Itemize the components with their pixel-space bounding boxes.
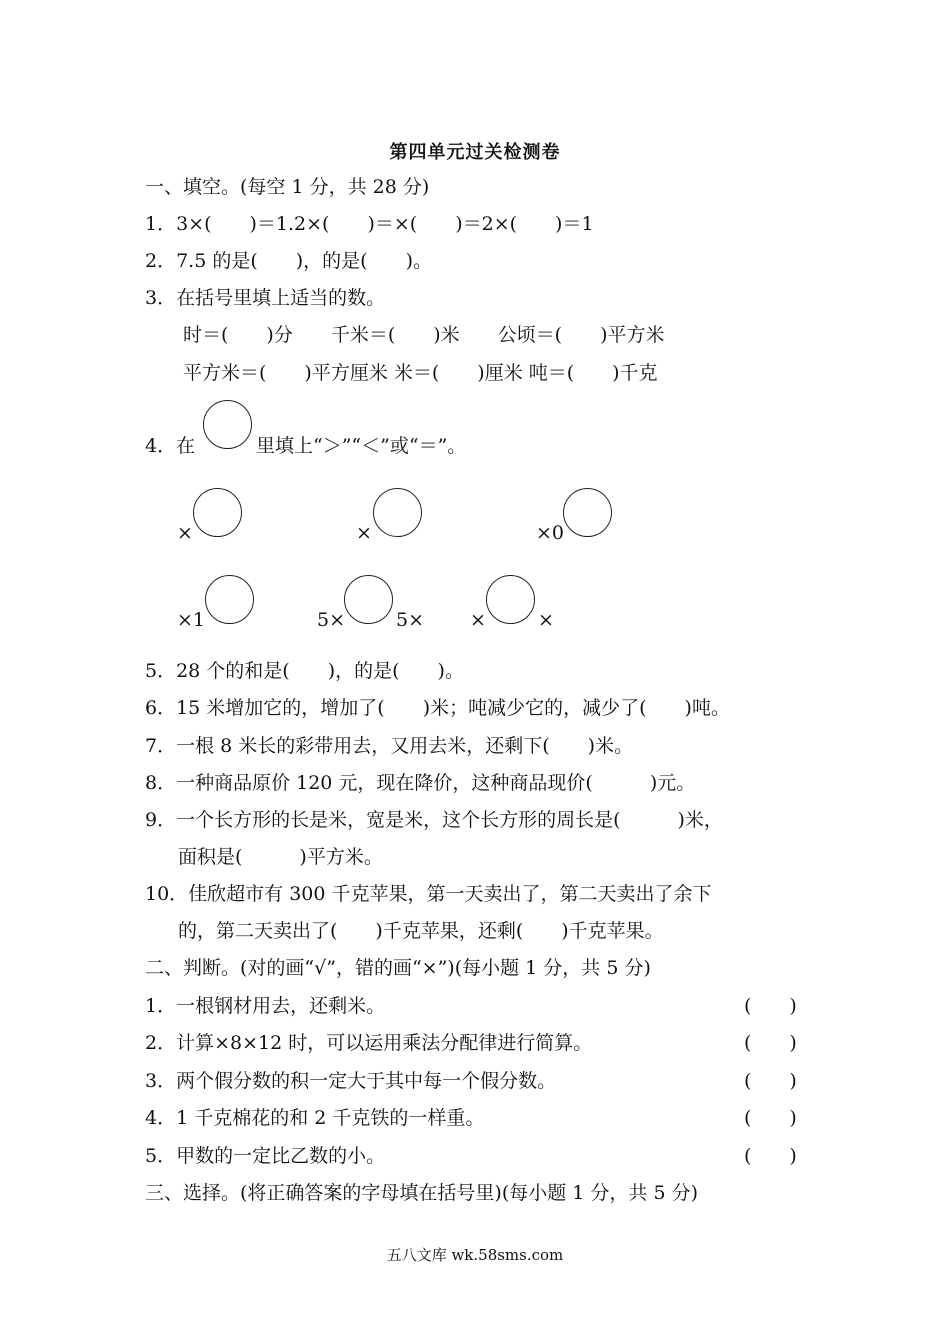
compare-left: × (470, 609, 486, 631)
question-4-prefix: 4．在 (145, 435, 196, 457)
question-3: 3．在括号里填上适当的数。 (145, 287, 386, 309)
question-9-line-1: 9．一个长方形的长是米，宽是米，这个长方形的周长是( )米， (145, 809, 723, 831)
question-7: 7．一根 8 米长的彩带用去，又用去米，还剩下( )米。 (145, 735, 634, 757)
answer-paren[interactable]: ( ) (744, 995, 797, 1017)
compare-circle-4[interactable] (205, 575, 254, 624)
question-10-line-1: 10．佳欣超市有 300 千克苹果，第一天卖出了，第二天卖出了余下 (145, 883, 712, 905)
question-9-line-2: 面积是( )平方米。 (178, 846, 383, 868)
question-4-suffix: 里填上“＞”“＜”或“＝”。 (256, 435, 467, 457)
compare-circle-example (203, 400, 252, 449)
compare-circle-3[interactable] (563, 488, 612, 537)
section3-heading: 三、选择。(将正确答案的字母填在括号里)(每小题 1 分，共 5 分) (145, 1182, 698, 1204)
question-5: 5．28 个的和是( )，的是( )。 (145, 660, 464, 682)
question-3-row-1: 时＝( )分 千米＝( )米 公顷＝( )平方米 (183, 324, 665, 346)
judge-item-1: 1．一根钢材用去，还剩米。 (145, 995, 386, 1017)
compare-circle-6[interactable] (486, 575, 535, 624)
compare-left: × (177, 522, 193, 544)
question-6: 6．15 米增加它的，增加了( )米；吨减少它的，减少了( )吨。 (145, 697, 730, 719)
judge-item-3: 3．两个假分数的积一定大于其中每一个假分数。 (145, 1070, 557, 1092)
question-2: 2．7.5 的是( )，的是( )。 (145, 250, 432, 272)
answer-paren[interactable]: ( ) (744, 1145, 797, 1167)
judge-item-4: 4．1 千克棉花的和 2 千克铁的一样重。 (145, 1107, 485, 1129)
footer-watermark: 五八文库 wk.58sms.com (386, 1246, 564, 1264)
page-title: 第四单元过关检测卷 (389, 142, 561, 163)
compare-left: 5× (317, 609, 346, 631)
question-8: 8．一种商品原价 120 元，现在降价，这种商品现价( )元。 (145, 772, 696, 794)
compare-left: ×1 (177, 609, 206, 631)
judge-item-2: 2．计算×8×12 时，可以运用乘法分配律进行简算。 (145, 1032, 593, 1054)
section1-heading: 一、填空。(每空 1 分，共 28 分) (145, 176, 430, 198)
question-10-line-2: 的，第二天卖出了( )千克苹果，还剩( )千克苹果。 (178, 920, 664, 942)
answer-paren[interactable]: ( ) (744, 1070, 797, 1092)
compare-right: 5× (396, 609, 425, 631)
judge-item-5: 5．甲数的一定比乙数的小。 (145, 1145, 386, 1167)
question-1: 1．3×( )＝1.2×( )＝×( )＝2×( )＝1 (145, 213, 594, 235)
question-3-row-2: 平方米＝( )平方厘米 米＝( )厘米 吨＝( )千克 (183, 362, 658, 384)
answer-paren[interactable]: ( ) (744, 1032, 797, 1054)
compare-circle-5[interactable] (344, 575, 393, 624)
compare-circle-1[interactable] (193, 488, 242, 537)
compare-left: ×0 (536, 522, 565, 544)
section2-heading: 二、判断。(对的画“√”，错的画“×”)(每小题 1 分，共 5 分) (145, 957, 651, 979)
answer-paren[interactable]: ( ) (744, 1107, 797, 1129)
compare-left: × (356, 522, 372, 544)
compare-right: × (538, 609, 554, 631)
compare-circle-2[interactable] (373, 488, 422, 537)
